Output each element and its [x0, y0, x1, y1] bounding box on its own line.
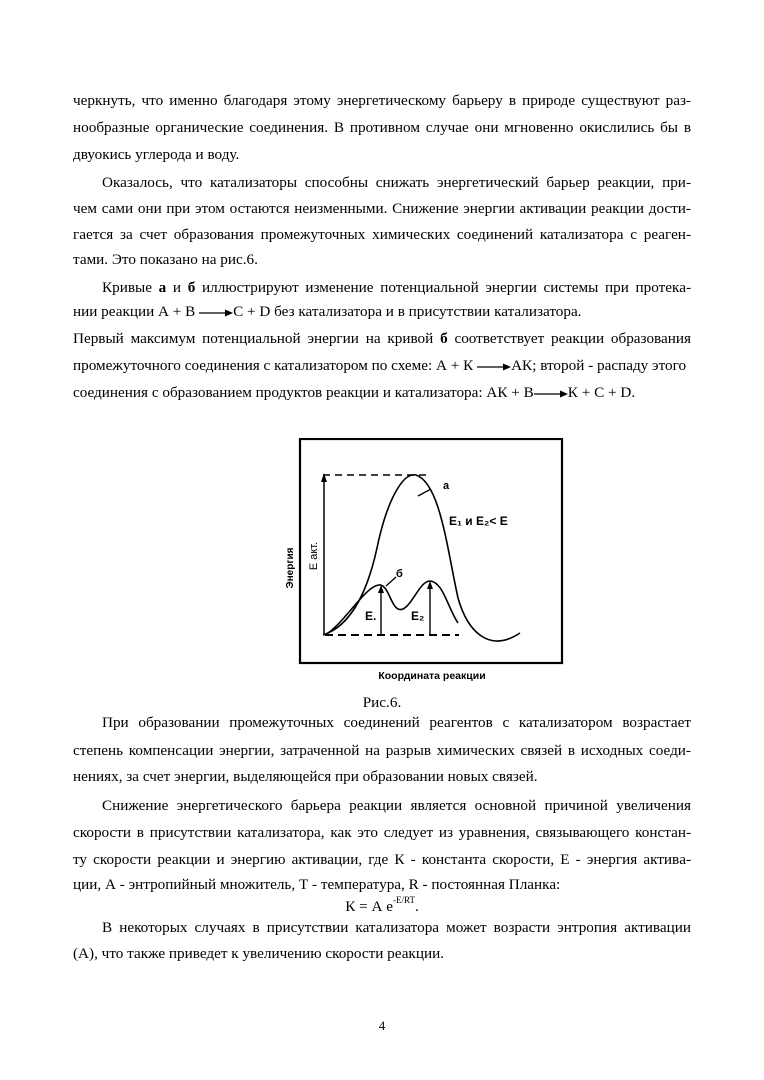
curve-b-ref: б: [187, 279, 196, 296]
paragraph4-line2: промежуточного соединения с катализатором по схеме: А + К АК; второй - распаду этого: [73, 357, 687, 374]
paragraph5-line2: степень компенсации энергии, затраченной на разрыв химических связей в исходных соеди-: [73, 742, 691, 759]
figure-caption: Рис.6.: [362, 694, 402, 711]
paragraph7-line1: В некоторых случаях в присутствии катализатора может возрасти энтропия активации: [102, 919, 691, 936]
relation-label: Е₁ и Е₂< Е: [449, 514, 508, 528]
x-axis-label: Координата реакции: [378, 670, 486, 682]
reaction-arrow-icon: [199, 308, 233, 318]
energy-diagram-figure: [265, 438, 565, 686]
figure-frame: [300, 439, 562, 663]
paragraph6-line4: ции, А - энтропийный множитель, Т - температура, R - постоянная Планка:: [73, 876, 561, 893]
paragraph2-line2: чем сами они при этом остаются неизменными. Снижение энергии активации реакции дости-: [73, 200, 691, 217]
paragraph2-line4: тами. Это показано на рис.6.: [73, 251, 258, 268]
curve-a-ref: а: [158, 279, 167, 296]
paragraph7-line2: (А), что также приведет к увеличению скорости реакции.: [73, 945, 444, 962]
curve-a-pointer: [418, 489, 431, 496]
rate-formula: К = А $е^{-E/RT}$.: [345, 895, 419, 916]
paragraph4-line3: соединения с образованием продуктов реакции и катализатора: АК + В К + С + D.: [73, 384, 636, 401]
reaction-arrow-icon: [477, 362, 511, 372]
paragraph5-line1: При образовании промежуточных соединений реагентов с катализатором возрастает: [102, 714, 691, 731]
paragraph2-line1: Оказалось, что катализаторы способны снижать энергетический барьер реакции, при-: [102, 174, 691, 191]
paragraph5-line3: нениях, за счет энергии, выделяющейся при образовании новых связей.: [73, 768, 538, 785]
e-act-label: Е акт.: [308, 541, 320, 571]
e1-label: Е.: [365, 609, 377, 623]
paragraph2-line3: гается за счет образования промежуточных химических соединений катализатора с реаген-: [73, 226, 691, 243]
paragraph6-line2: скорости в присутствии катализатора, как это следует из уравнения, связывающего констан-: [73, 824, 691, 841]
paragraph4-line1: Первый максимум потенциальной энергии на кривой б соответствует реакции образования: [73, 330, 691, 347]
reaction-arrow-icon: [534, 389, 568, 399]
paragraph3-line1: Кривые а и б иллюстрируют изменение потенциальной энергии системы при протека-: [102, 279, 691, 296]
paragraph3-line2: нии реакции А + В С + D без катализатора и в присутствии катализатора.: [73, 303, 582, 320]
curve-b-ref: б: [440, 330, 448, 347]
curve-b: [325, 581, 458, 635]
paragraph6-line1: Снижение энергетического барьера реакции является основной причиной увеличения: [102, 797, 691, 814]
curve-b-label: б: [396, 568, 403, 580]
paragraph6-line3: ту скорости реакции и энергию активации, где К - константа скорости, Е - энергия активa-: [73, 851, 691, 868]
e2-label: Е₂: [411, 609, 425, 623]
y-axis-label: Энергия: [285, 547, 296, 589]
paragraph1-line3: двуокись углерода и воду.: [73, 146, 240, 163]
curve-a-label: а: [443, 480, 450, 492]
page-number: 4: [378, 1018, 386, 1033]
paragraph1-line1: черкнуть, что именно благодаря этому энергетическому барьеру в природе существуют раз-: [73, 92, 691, 109]
paragraph1-line2: нообразные органические соединения. В противном случае они мгновенно окислились бы в: [73, 119, 691, 136]
curve-b-pointer: [386, 577, 396, 586]
